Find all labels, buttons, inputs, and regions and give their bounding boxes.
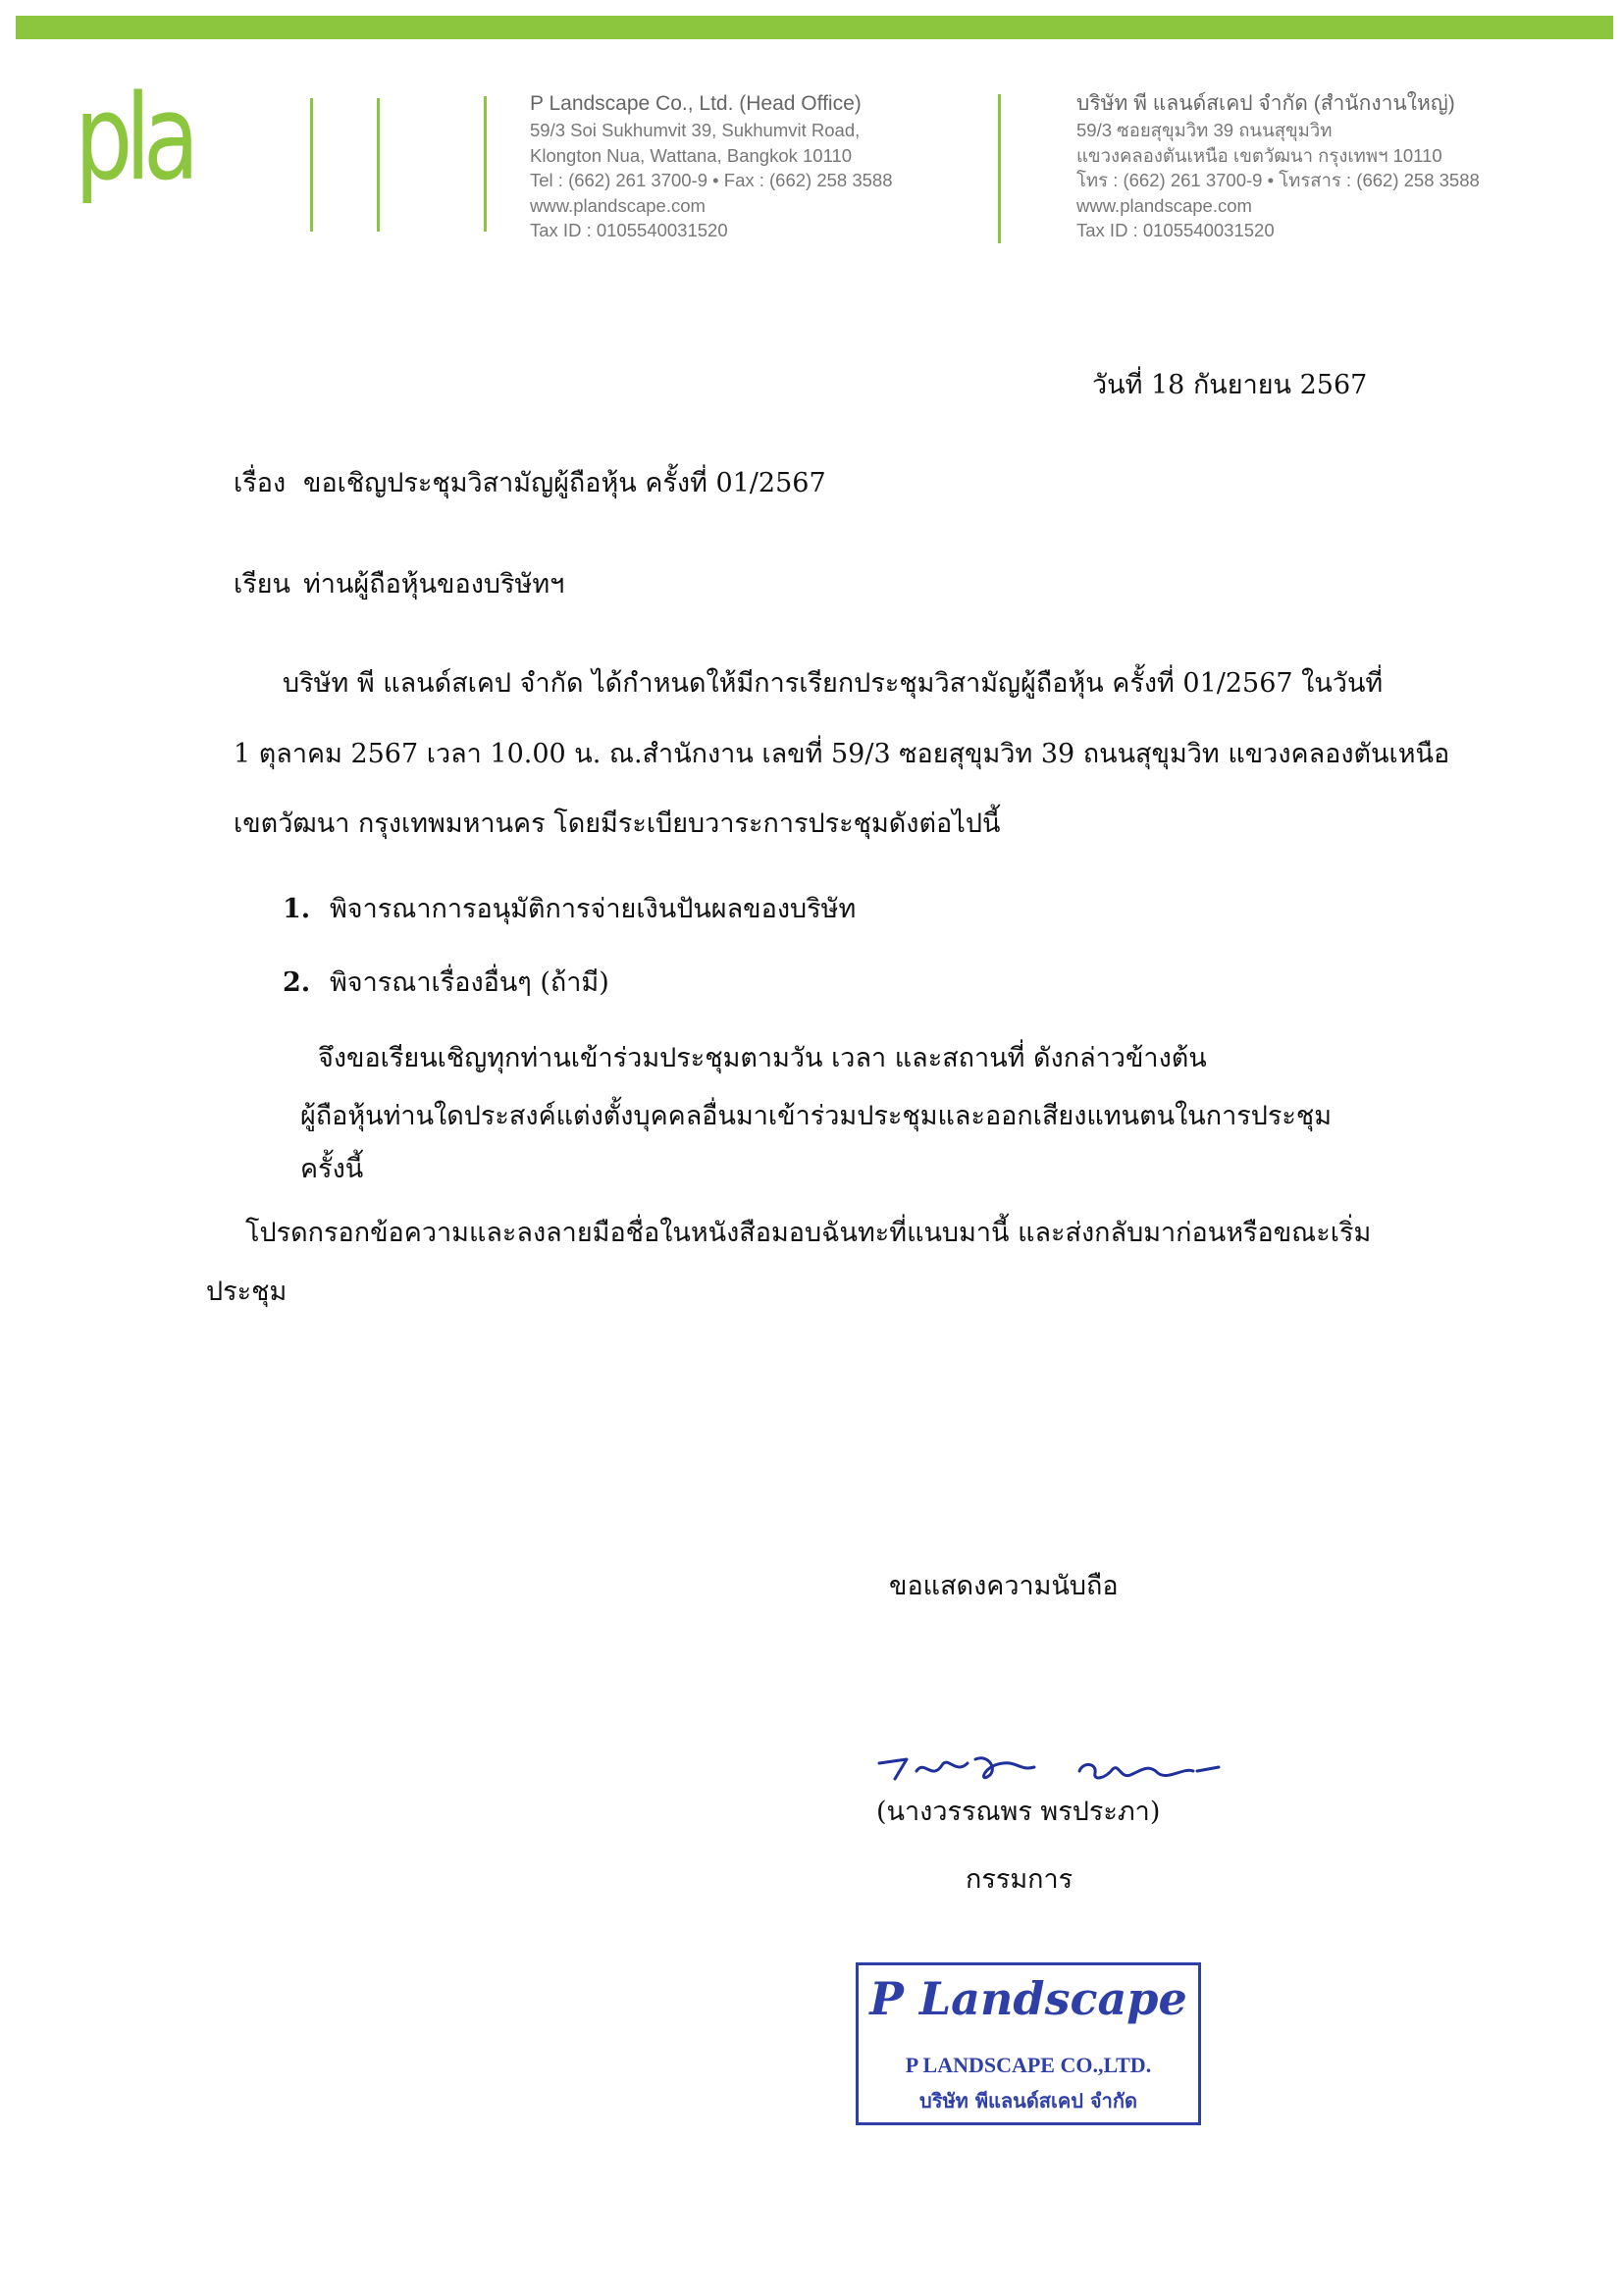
agenda-item: พิจารณาเรื่องอื่นๆ (ถ้ามี) xyxy=(330,967,609,998)
stamp-english-text: P LANDSCAPE CO.,LTD. xyxy=(905,2053,1152,2077)
company-logo: pla xyxy=(75,71,192,207)
tax-id: Tax ID : 0105540031520 xyxy=(1076,220,1275,240)
website: www.plandscape.com xyxy=(530,194,706,216)
subject-text: ขอเชิญประชุมวิสามัญผู้ถือหุ้น ครั้งที่ 01/2567 xyxy=(303,468,826,498)
body-paragraph-line: ประชุม xyxy=(206,1277,288,1307)
stamp-thai-text: บริษัท พีแลนด์สเคป จำกัด xyxy=(919,2089,1137,2113)
body-paragraph-line: เขตวัฒนา กรุงเทพมหานคร โดยมีระเบียบวาระการประชุมดังต่อไปนี้ xyxy=(234,809,1001,839)
contact-phone-fax: Tel : (662) 261 3700-9 • Fax : (662) 258 3588 xyxy=(530,170,893,190)
address-line: 59/3 ซอยสุขุมวิท 39 ถนนสุขุมวิท xyxy=(1076,120,1333,140)
stamp-brand-text: P Landscape xyxy=(869,1972,1187,2025)
letterhead-english xyxy=(530,90,893,243)
company-stamp xyxy=(856,1962,1201,2125)
letterhead-divider xyxy=(998,94,1001,243)
website: www.plandscape.com xyxy=(1076,194,1252,216)
recipient-label: เรียน xyxy=(234,569,291,600)
letterhead-green-bar xyxy=(16,16,1613,39)
body-paragraph-line: โปรดกรอกข้อความและลงลายมือชื่อในหนังสือมอบฉันทะที่แนบมานี้ และส่งกลับมาก่อนหรือขณะเริ่ม xyxy=(245,1218,1372,1248)
body-paragraph-line: ผู้ถือหุ้นท่านใดประสงค์แต่งตั้งบุคคลอื่นมาเข้าร่วมประชุมและออกเสียงแทนตนในการประชุม xyxy=(300,1101,1332,1131)
agenda-number: 1. xyxy=(283,894,311,924)
company-name-en: P Landscape Co., Ltd. (Head Office) xyxy=(530,92,862,115)
body-paragraph-line: บริษัท พี แลนด์สเคป จำกัด ได้กำหนดให้มีการเรียกประชุมวิสามัญผู้ถือหุ้น ครั้งที่ 01/2567 ในวันที่ xyxy=(283,668,1384,699)
body-paragraph-line: ครั้งนี้ xyxy=(300,1154,364,1184)
tax-id: Tax ID : 0105540031520 xyxy=(530,220,728,240)
logo-divider xyxy=(310,98,313,232)
body-paragraph-line: 1 ตุลาคม 2567 เวลา 10.00 น. ณ.สำนักงาน เลขที่ 59/3 ซอยสุขุมวิท 39 ถนนสุขุมวิท แขวงคลองตันเหนือ xyxy=(234,739,1450,769)
letter-date: วันที่ 18 กันยายน 2567 xyxy=(1092,370,1368,400)
subject-label: เรื่อง xyxy=(234,468,287,498)
address-line: แขวงคลองตันเหนือ เขตวัฒนา กรุงเทพฯ 10110 xyxy=(1076,144,1442,166)
letterhead-thai xyxy=(1076,90,1480,243)
body-paragraph-line: จึงขอเรียนเชิญทุกท่านเข้าร่วมประชุมตามวัน เวลา และสถานที่ ดังกล่าวข้างต้น xyxy=(318,1043,1207,1073)
company-name-th: บริษัท พี แลนด์สเคป จำกัด (สำนักงานใหญ่) xyxy=(1076,92,1455,115)
agenda-item: พิจารณาการอนุมัติการจ่ายเงินปันผลของบริษัท xyxy=(330,894,857,924)
letterhead-divider xyxy=(484,96,487,232)
address-line: Klongton Nua, Wattana, Bangkok 10110 xyxy=(530,144,853,166)
closing-text: ขอแสดงความนับถือ xyxy=(889,1571,1119,1601)
agenda-number: 2. xyxy=(283,967,311,998)
recipient-text: ท่านผู้ถือหุ้นของบริษัทฯ xyxy=(303,569,565,600)
address-line: 59/3 Soi Sukhumvit 39, Sukhumvit Road, xyxy=(530,120,861,140)
logo-divider xyxy=(377,98,380,232)
handwritten-signature xyxy=(873,1742,1256,1800)
signer-title: กรรมการ xyxy=(966,1864,1073,1895)
contact-phone-fax: โทร : (662) 261 3700-9 • โทรสาร : (662) 258 3588 xyxy=(1076,170,1480,190)
signer-name: (นางวรรณพร พรประภา) xyxy=(876,1797,1161,1827)
